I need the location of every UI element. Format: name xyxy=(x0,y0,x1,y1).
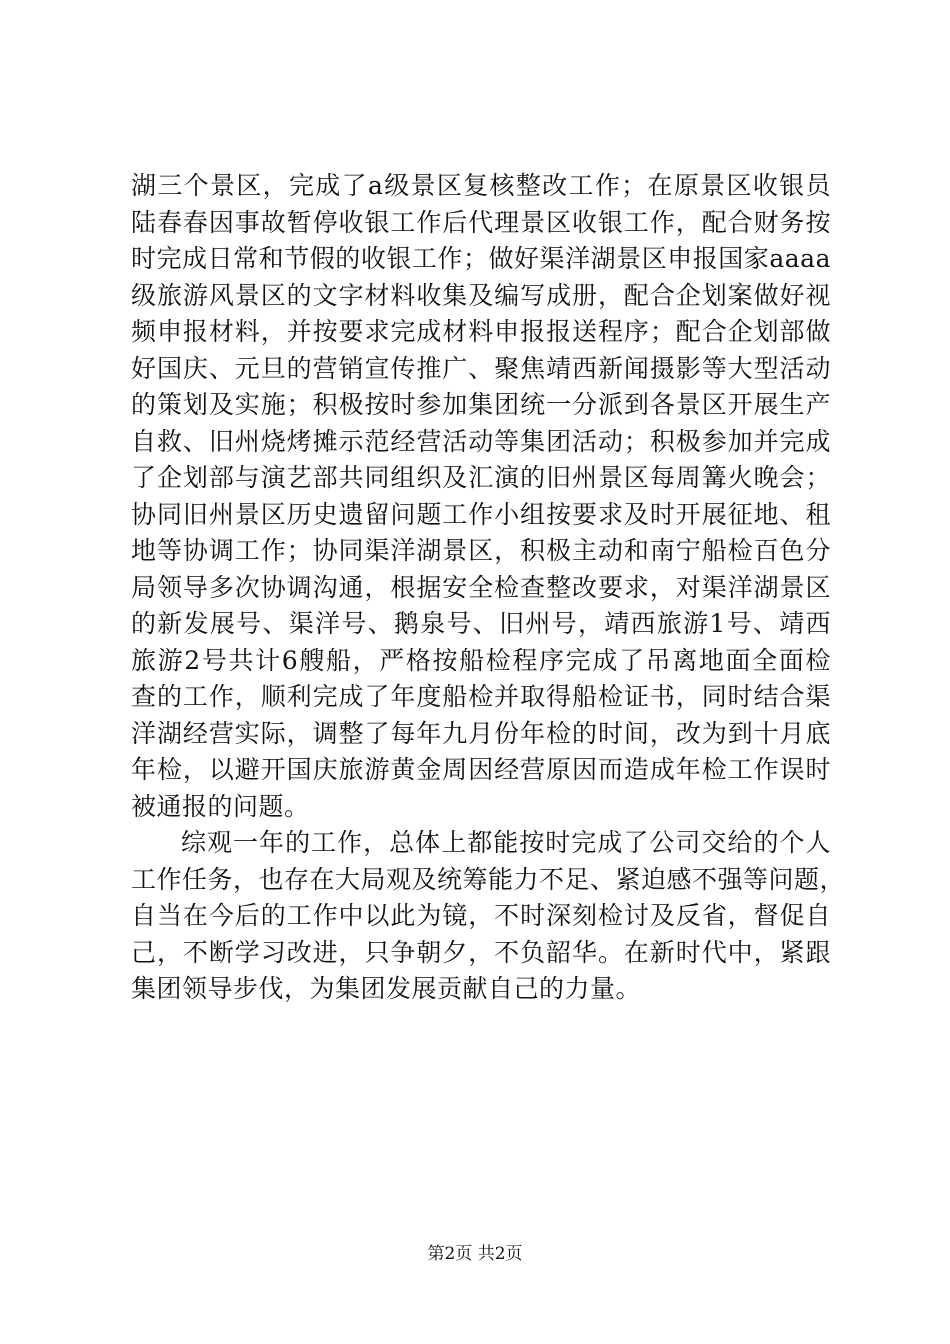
text-line: 的新发展号、渠洋号、鹅泉号、旧州号，靖西旅游1号、靖西 xyxy=(131,609,831,638)
text-line: 地等协调工作；协同渠洋湖景区，积极主动和南宁船检百色分 xyxy=(131,536,831,565)
text-line: 协同旧州景区历史遗留问题工作小组按要求及时开展征地、租 xyxy=(131,499,831,529)
text-line: 工作任务，也存在大局观及统筹能力不足、紧迫感不强等问题， xyxy=(131,864,846,894)
text-line: 频申报材料，并按要求完成材料申报报送程序；配合企划部做 xyxy=(131,317,831,346)
text-line: 陆春春因事故暂停收银工作后代理景区收银工作，配合财务按 xyxy=(131,207,831,237)
text-line: 好国庆、元旦的营销宣传推广、聚焦靖西新闻摄影等大型活动 xyxy=(131,353,831,383)
text-line: 级旅游风景区的文字材料收集及编写成册，配合企划案做好视 xyxy=(131,280,831,310)
text-line: 旅游2号共计6艘船，严格按船检程序完成了吊离地面全面检 xyxy=(131,645,831,675)
text-line: 自当在今后的工作中以此为镜，不时深刻检讨及反省，督促自 xyxy=(131,901,831,930)
text-line: 了企划部与演艺部共同组织及汇演的旧州景区每周篝火晚会； xyxy=(131,463,831,492)
text-line: 集团领导步伐，为集团发展贡献自己的力量。 xyxy=(131,974,642,1003)
text-line: 的策划及实施；积极按时参加集团统一分派到各景区开展生产 xyxy=(131,390,831,419)
text-line: 时完成日常和节假的收银工作；做好渠洋湖景区申报国家aaaa xyxy=(131,244,831,273)
text-line: 年检，以避开国庆旅游黄金周因经营原因而造成年检工作误时 xyxy=(131,755,831,784)
document-body xyxy=(131,168,846,1008)
text-line: 己，不断学习改进，只争朝夕，不负韶华。在新时代中，紧跟 xyxy=(131,937,831,967)
text-line: 综观一年的工作，总体上都能按时完成了公司交给的个人 xyxy=(181,828,831,857)
text-line: 洋湖经营实际，调整了每年九月份年检的时间，改为到十月底 xyxy=(131,718,831,748)
text-line: 被通报的问题。 xyxy=(131,791,310,821)
text-line: 查的工作，顺利完成了年度船检并取得船检证书，同时结合渠 xyxy=(131,682,831,711)
text-line: 自救、旧州烧烤摊示范经营活动等集团活动；积极参加并完成 xyxy=(131,426,831,456)
text-line: 局领导多次协调沟通，根据安全检查整改要求，对渠洋湖景区 xyxy=(131,572,831,602)
text-line: 湖三个景区，完成了a级景区复核整改工作；在原景区收银员 xyxy=(131,171,831,200)
page-number-footer: 第2页 共2页 xyxy=(427,1244,523,1264)
paragraph-1 xyxy=(131,168,831,825)
paragraph-2 xyxy=(131,825,846,1008)
